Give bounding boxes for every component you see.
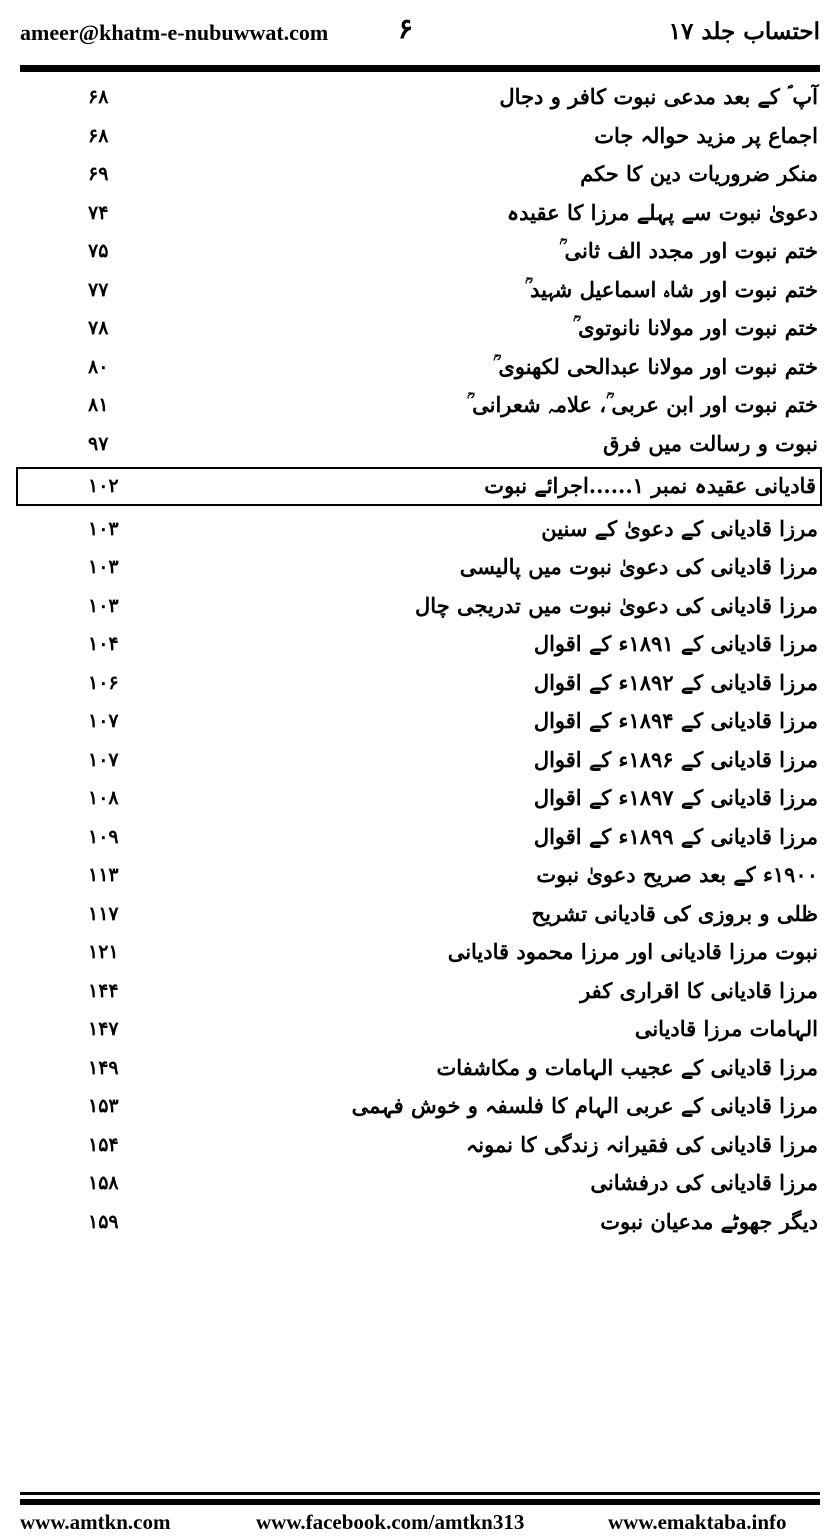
toc-entry[interactable]: [0, 348, 840, 387]
toc-entry-title: مرزا قادیانی کے ۱۸۹۹ء کے اقوال: [533, 823, 818, 849]
toc-entry[interactable]: [0, 1087, 840, 1126]
toc-entry-title: الہامات مرزا قادیانی: [634, 1016, 818, 1041]
toc-entry-page: ۱۴۴: [88, 979, 119, 1002]
toc-entry[interactable]: [0, 1164, 840, 1203]
toc-entry[interactable]: [0, 1010, 840, 1049]
toc-entry[interactable]: [0, 587, 840, 626]
footer-rule-top: [20, 1492, 820, 1495]
toc-section-heading[interactable]: [16, 467, 822, 506]
toc-entry-page: ۱۵۳: [88, 1095, 119, 1117]
footer-rule-bottom: [20, 1499, 820, 1505]
toc-entry-title: مرزا قادیانی کے ۱۸۹۲ء کے اقوال: [533, 669, 818, 695]
table-of-contents: [0, 78, 840, 1241]
toc-entry[interactable]: [0, 1126, 840, 1165]
toc-entry-page: ۱۰۷: [88, 710, 119, 732]
header-rule: [20, 65, 820, 72]
toc-entry[interactable]: [0, 425, 840, 464]
toc-entry-title: منکر ضروریات دین کا حکم: [580, 161, 818, 186]
toc-entry-page: ۱۰۹: [88, 825, 119, 848]
toc-entry-title: دعویٰ نبوت سے پہلے مرزا کا عقیدہ: [506, 199, 818, 225]
toc-entry-page: ۸۱: [88, 394, 109, 416]
toc-entry-page: ۶۸: [88, 86, 109, 108]
toc-entry-page: ۱۰۲: [88, 475, 119, 497]
page-number: ۶: [398, 12, 414, 45]
toc-entry-title: مرزا قادیانی کے دعویٰ کے سنین: [541, 515, 818, 541]
toc-entry-page: ۱۰۶: [88, 671, 119, 694]
toc-entry[interactable]: [0, 972, 840, 1011]
toc-entry[interactable]: [0, 1203, 840, 1242]
toc-entry-title: مرزا قادیانی کی درفشانی: [590, 1170, 818, 1195]
toc-entry-page: ۶۹: [88, 163, 109, 185]
page-footer: [20, 1508, 820, 1540]
toc-entry-title: نبوت و رسالت میں فرق: [603, 430, 818, 456]
toc-entry-page: ۱۴۷: [88, 1018, 119, 1040]
toc-entry-page: ۱۱۷: [88, 902, 119, 925]
toc-entry-page: ۱۰۳: [88, 517, 119, 540]
toc-entry-page: ۷۴: [88, 201, 109, 224]
toc-entry-page: ۷۵: [88, 240, 109, 262]
toc-entry[interactable]: [0, 933, 840, 972]
toc-entry-title: آپ ؐ کے بعد مدعی نبوت کافر و دجال: [499, 84, 818, 109]
toc-entry[interactable]: [0, 232, 840, 271]
toc-entry-title: ختم نبوت اور مجدد الف ثانی ؒ: [559, 238, 818, 263]
toc-entry-title: مرزا قادیانی کی دعویٰ نبوت میں تدریجی چال: [415, 592, 818, 618]
toc-entry-page: ۱۰۴: [88, 633, 119, 655]
toc-entry-page: ۱۵۴: [88, 1133, 119, 1156]
toc-entry[interactable]: [0, 741, 840, 780]
toc-entry-title: ختم نبوت اور مولانا عبدالحی لکھنوی ؒ: [493, 353, 818, 379]
toc-entry-title: مرزا قادیانی کی دعویٰ نبوت میں پالیسی: [459, 554, 818, 579]
toc-entry-page: ۱۵۹: [88, 1210, 119, 1233]
toc-entry[interactable]: [0, 194, 840, 233]
toc-entry[interactable]: [0, 895, 840, 934]
toc-entry[interactable]: [0, 548, 840, 587]
header-email: ameer@khatm-e-nubuwwat.com: [20, 20, 329, 45]
toc-entry-title: مرزا قادیانی کی فقیرانہ زندگی کا نمونہ: [465, 1131, 818, 1157]
toc-entry-page: ۱۰۸: [88, 787, 119, 809]
toc-entry-page: ۱۴۹: [88, 1056, 119, 1079]
toc-entry-title: ۱۹۰۰ء کے بعد صریح دعویٰ نبوت: [536, 862, 818, 887]
toc-entry[interactable]: [0, 856, 840, 895]
toc-entry-title: مرزا قادیانی کے ۱۸۹۱ء کے اقوال: [533, 631, 818, 656]
toc-entry-page: ۱۱۳: [88, 864, 119, 886]
toc-entry-title: مرزا قادیانی کے ۱۸۹۷ء کے اقوال: [533, 785, 818, 810]
toc-entry-page: ۱۰۷: [88, 748, 119, 771]
footer-site-link[interactable]: www.amtkn.com: [20, 1510, 171, 1534]
toc-entry-title: اجماع پر مزید حوالہ جات: [594, 122, 818, 148]
toc-entry[interactable]: [0, 271, 840, 310]
toc-entry-page: ۱۵۸: [88, 1172, 119, 1194]
toc-entry-title: ختم نبوت اور ابن عربی ؒ، علامہ شعرانی ؒ: [466, 392, 818, 417]
footer-facebook-link[interactable]: www.facebook.com/amtkn313: [256, 1510, 525, 1534]
toc-entry-title: مرزا قادیانی کے ۱۸۹۶ء کے اقوال: [533, 746, 818, 772]
toc-entry-title: ظلی و بروزی کی قادیانی تشریح: [531, 900, 818, 926]
toc-entry[interactable]: [0, 510, 840, 549]
toc-entry-page: ۱۰۳: [88, 594, 119, 617]
toc-entry-page: ۸۰: [88, 355, 109, 378]
toc-entry[interactable]: [0, 155, 840, 194]
toc-entry-page: ۱۲۱: [88, 941, 119, 963]
toc-entry-title: دیگر جھوٹے مدعیان نبوت: [600, 1208, 818, 1234]
toc-entry-page: ۷۷: [88, 278, 109, 301]
toc-entry[interactable]: [0, 702, 840, 741]
toc-entry-title: ختم نبوت اور مولانا نانوتوی ؒ: [572, 315, 818, 340]
toc-entry[interactable]: [0, 1049, 840, 1088]
toc-entry-page: ۷۸: [88, 317, 109, 339]
toc-entry-title: مرزا قادیانی کے ۱۸۹۴ء کے اقوال: [533, 708, 818, 733]
toc-entry-page: ۹۷: [88, 432, 109, 455]
toc-entry-title: مرزا قادیانی کا اقراری کفر: [580, 977, 818, 1003]
toc-entry-page: ۱۰۳: [88, 556, 119, 578]
page-header: [0, 0, 840, 62]
toc-entry-title: مرزا قادیانی کے عربی الہام کا فلسفہ و خوش فہمی: [351, 1093, 818, 1118]
toc-entry-title: مرزا قادیانی کے عجیب الہامات و مکاشفات: [436, 1054, 818, 1080]
toc-entry[interactable]: [0, 779, 840, 818]
toc-entry-title: ختم نبوت اور شاہ اسماعیل شہید ؒ: [524, 276, 818, 302]
toc-entry[interactable]: [0, 818, 840, 857]
toc-entry[interactable]: [0, 625, 840, 664]
toc-entry[interactable]: [0, 117, 840, 156]
book-title: احتساب جلد ۱۷: [668, 18, 820, 45]
toc-entry-page: ۶۸: [88, 124, 109, 147]
toc-entry[interactable]: [0, 664, 840, 703]
toc-entry[interactable]: [0, 386, 840, 425]
footer-emaktaba-link[interactable]: www.emaktaba.info: [608, 1510, 787, 1534]
toc-entry-title: قادیانی عقیدہ نمبر ۱......اجرائے نبوت: [484, 473, 816, 498]
toc-entry-title: نبوت مرزا قادیانی اور مرزا محمود قادیانی: [447, 939, 818, 964]
toc-entry[interactable]: [0, 78, 840, 117]
toc-entry[interactable]: [0, 309, 840, 348]
